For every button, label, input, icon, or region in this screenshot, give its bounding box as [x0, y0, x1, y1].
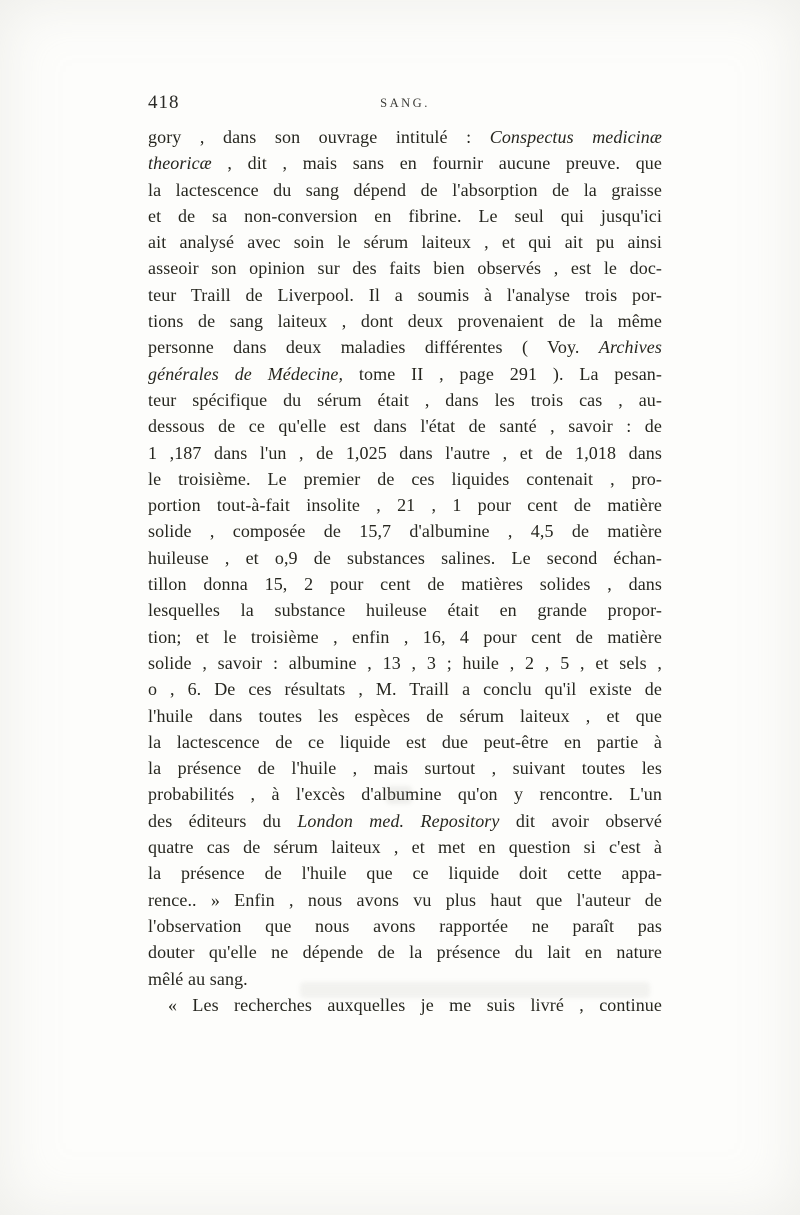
text-segment: huileuse , et o,9 de substances salines. Le second échan- — [148, 547, 662, 568]
page-header — [148, 92, 662, 116]
text-segment: la présence de l'huile que ce liquide doit cette appa- — [148, 863, 662, 884]
text-segment: la lactescence de ce liquide est due peut-être en partie à — [148, 731, 662, 752]
text-line — [148, 939, 662, 965]
text-line — [148, 361, 662, 387]
text-line — [148, 781, 662, 807]
text-segment: tions de sang laiteux , dont deux provenaient de la même — [148, 311, 662, 332]
text-line — [148, 466, 662, 492]
text-line — [148, 729, 662, 755]
text-segment: solide , savoir : albumine , 13 , 3 ; huile , 2 , 5 , et sels , — [148, 652, 662, 673]
text-line — [148, 492, 662, 518]
text-segment: 1 ,187 dans l'un , de 1,025 dans l'autre , et de 1,018 dans — [148, 442, 662, 463]
text-line — [148, 413, 662, 439]
text-line — [148, 808, 662, 834]
text-line — [148, 703, 662, 729]
text-segment: lesquelles la substance huileuse était en grande propor- — [148, 600, 662, 621]
text-segment: douter qu'elle ne dépende de la présence du lait en nature — [148, 942, 662, 963]
text-segment: tillon donna 15, 2 pour cent de matières solides , dans — [148, 574, 662, 595]
text-segment: dit avoir observé — [499, 810, 663, 831]
text-line — [148, 177, 662, 203]
text-line — [148, 518, 662, 544]
italic-text-segment: Conspectus medicinæ — [489, 127, 662, 147]
text-segment: probabilités , à l'excès d'albumine qu'on y rencontre. L'un — [148, 784, 662, 805]
text-line — [148, 334, 662, 360]
text-line — [148, 203, 662, 229]
text-segment: rence.. » Enfin , nous avons vu plus haut que l'auteur de — [148, 889, 662, 910]
text-line — [148, 913, 662, 939]
text-segment: personne dans deux maladies différentes ( Voy. — [148, 337, 599, 358]
text-line — [148, 255, 662, 281]
italic-text-segment: London med. Repository — [297, 810, 500, 831]
text-segment: l'observation que nous avons rapportée ne paraît pas — [148, 915, 662, 936]
text-line — [148, 229, 662, 255]
text-line — [148, 650, 662, 676]
text-line — [148, 282, 662, 308]
text-block — [148, 124, 662, 1018]
text-segment: tion; et le troisième , enfin , 16, 4 pour cent de matière — [148, 626, 662, 647]
text-segment: teur spécifique du sérum était , dans les trois cas , au- — [148, 389, 662, 410]
text-line — [148, 150, 662, 176]
text-segment: l'huile dans toutes les espèces de sérum laiteux , et que — [148, 705, 662, 726]
text-line — [148, 887, 662, 913]
text-line — [148, 308, 662, 334]
text-segment: dessous de ce qu'elle est dans l'état de santé , savoir : de — [148, 416, 662, 437]
text-line — [148, 676, 662, 702]
text-line — [148, 834, 662, 860]
text-segment: asseoir son opinion sur des faits bien observés , est le doc- — [148, 258, 662, 279]
text-line — [148, 545, 662, 571]
text-line — [148, 571, 662, 597]
text-segment: teur Traill de Liverpool. Il a soumis à l'analyse trois por- — [148, 284, 662, 305]
text-segment: et de sa non-conversion en fibrine. Le seul qui jusqu'ici — [148, 205, 662, 226]
text-segment: des éditeurs du — [148, 810, 298, 831]
running-title: SANG. — [380, 96, 430, 110]
text-segment: portion tout-à-fait insolite , 21 , 1 pour cent de matière — [148, 495, 662, 516]
text-line — [148, 755, 662, 781]
text-line — [148, 124, 662, 150]
text-line — [148, 860, 662, 886]
text-line — [148, 440, 662, 466]
text-line — [148, 992, 662, 1018]
text-segment: le troisième. Le premier de ces liquides contenait , pro- — [148, 468, 662, 489]
italic-text-segment: générales de Médecine, — [148, 363, 344, 384]
text-segment: o , 6. De ces résultats , M. Traill a conclu qu'il existe de — [148, 679, 662, 700]
text-segment: gory , dans son ouvrage intitulé : — [148, 127, 490, 147]
italic-text-segment: Archives — [598, 337, 662, 358]
text-segment: « Les recherches auxquelles je me suis livré , continue — [168, 994, 662, 1015]
text-line — [148, 624, 662, 650]
text-segment: , dit , mais sans en fournir aucune preuve. que — [211, 153, 662, 174]
text-segment: solide , composée de 15,7 d'albumine , 4,5 de matière — [148, 521, 662, 542]
text-segment: mêlé au sang. — [148, 968, 248, 989]
text-segment: tome II , page 291 ). La pesan- — [343, 363, 662, 384]
text-segment: la lactescence du sang dépend de l'absorption de la graisse — [148, 179, 662, 200]
text-segment: ait analysé avec soin le sérum laiteux , et qui ait pu ainsi — [148, 232, 662, 253]
text-line — [148, 387, 662, 413]
italic-text-segment: theoricæ — [148, 153, 212, 174]
text-line — [148, 966, 662, 992]
text-segment: quatre cas de sérum laiteux , et met en question si c'est à — [148, 837, 662, 858]
text-segment: la présence de l'huile , mais surtout , suivant toutes les — [148, 758, 662, 779]
text-line — [148, 597, 662, 623]
page-number: 418 — [148, 92, 180, 113]
